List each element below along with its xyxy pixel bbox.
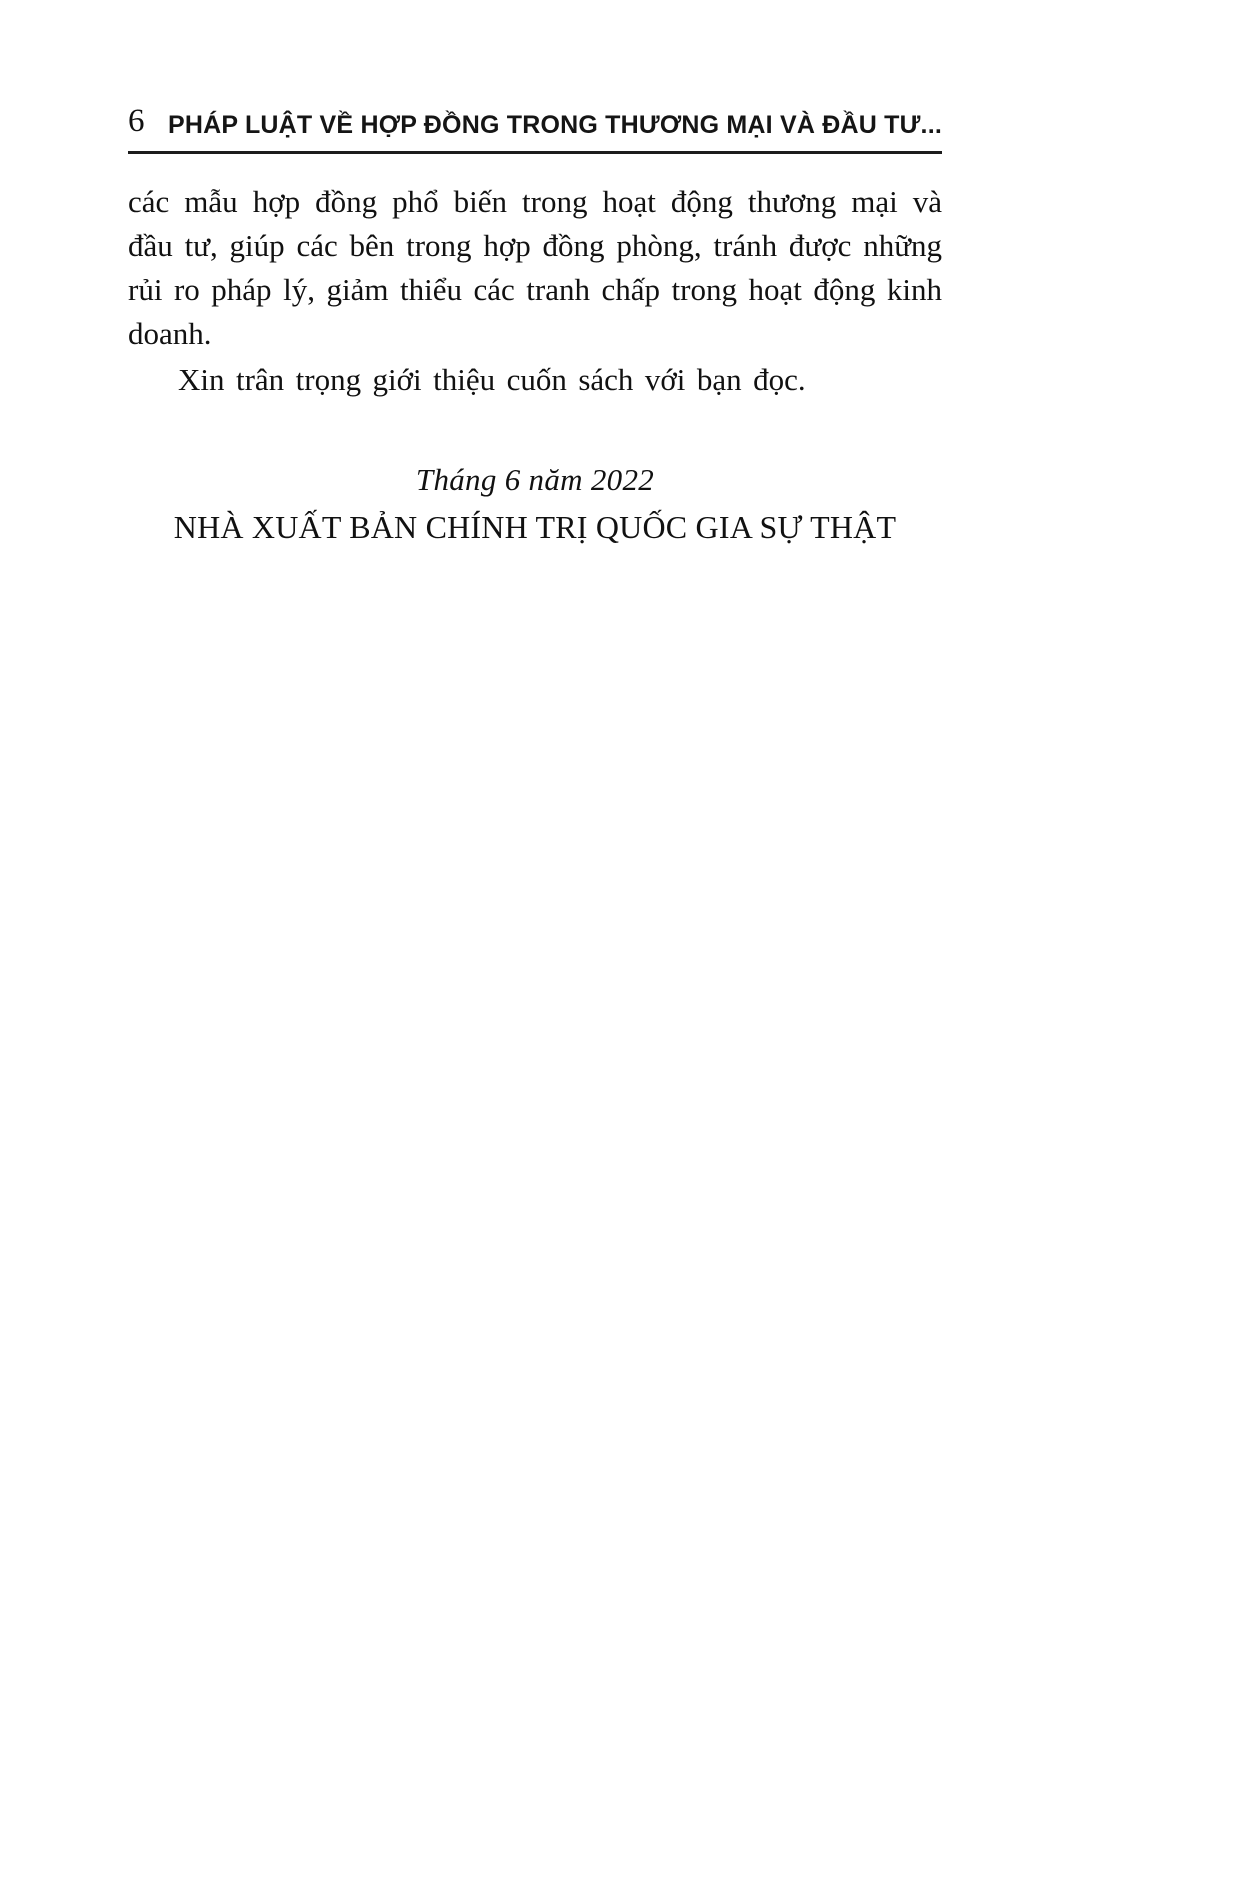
paragraph-main: các mẫu hợp đồng phổ biến trong hoạt động thương mại và đầu tư, giúp các bên trong hợp đồng phòng, tránh được những rủi ro pháp lý, giảm thiểu các tranh chấp trong hoạt động kinh doanh. <box>128 184 942 352</box>
body-text <box>128 180 942 402</box>
running-title: PHÁP LUẬT VỀ HỢP ĐỒNG TRONG THƯƠNG MẠI VÀ ĐẦU TƯ... <box>168 111 942 139</box>
running-header <box>128 105 942 138</box>
paragraph-closing: Xin trân trọng giới thiệu cuốn sách với bạn đọc. <box>178 362 806 398</box>
signoff-block <box>128 458 942 550</box>
date-line: Tháng 6 năm 2022 <box>415 462 655 498</box>
header-rule-divider <box>128 151 942 154</box>
publisher-name: NHÀ XUẤT BẢN CHÍNH TRỊ QUỐC GIA SỰ THẬT <box>173 509 897 546</box>
page-number: 6 <box>128 103 145 139</box>
